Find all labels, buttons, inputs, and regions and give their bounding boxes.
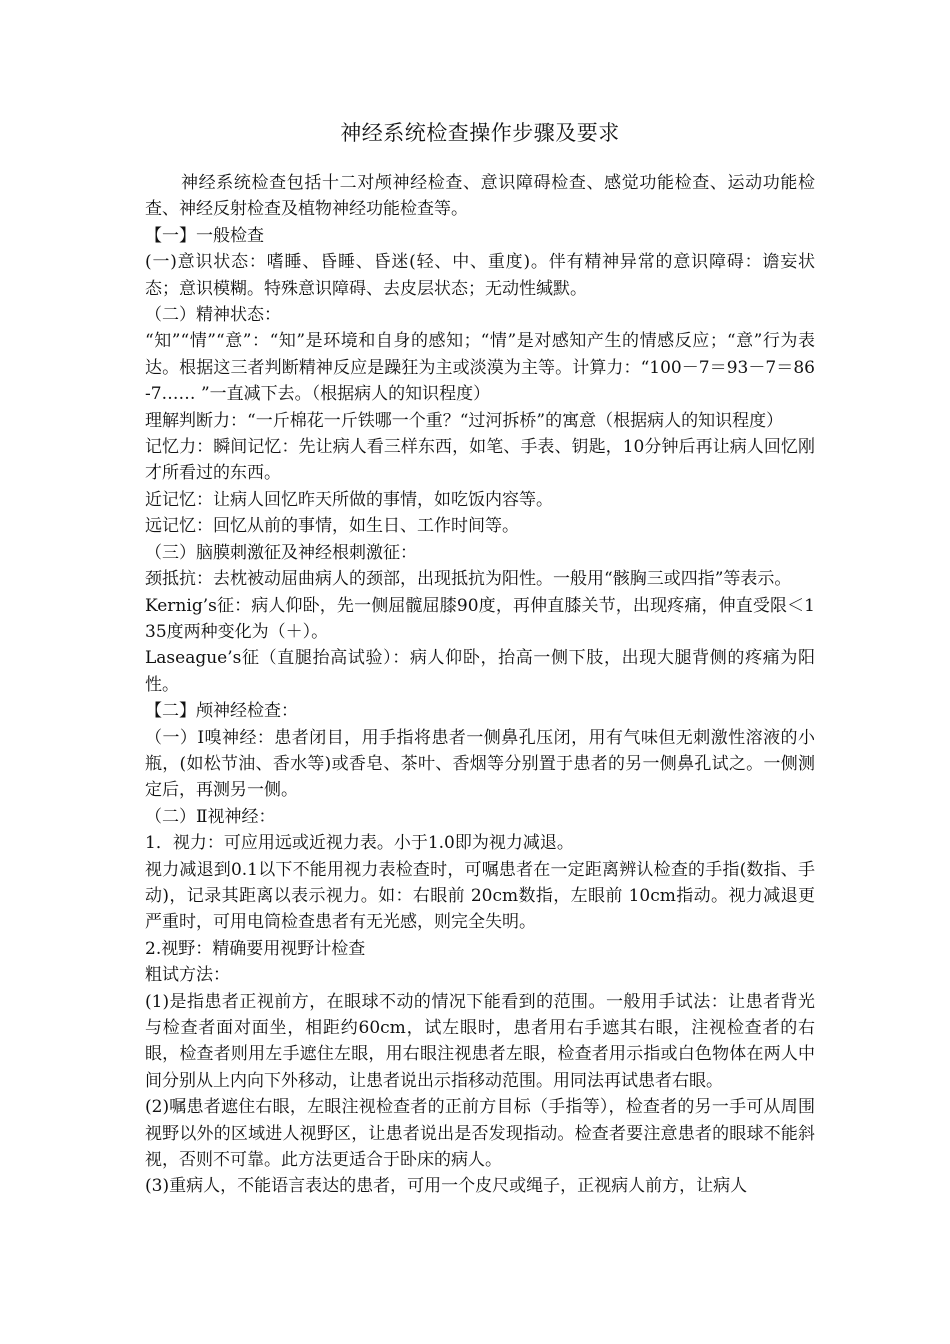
- paragraph-method-3: (3)重病人，不能语言表达的患者，可用一个皮尺或绳子，正视病人前方，让病人: [145, 1176, 748, 1197]
- document-title: 神经系统检查操作步骤及要求: [340, 121, 620, 145]
- paragraph-remote-memory: 远记忆：回忆从前的事情，如生日、工作时间等。: [145, 516, 519, 537]
- paragraph-visual-field: 2.视野：精确要用视野计检查: [145, 938, 366, 959]
- subheading-optic-nerve: （二）Ⅱ视神经：: [145, 806, 276, 827]
- paragraph-laseague-sign: Laseague’s征（直腿抬高试验）：病人仰卧，抬高一侧下肢，出现大腿背侧的疼痛为阳性。: [145, 648, 815, 695]
- section-heading-general-exam: 【一】一般检查: [145, 225, 264, 246]
- paragraph-memory: 记忆力：瞬间记忆：先让病人看三样东西，如笔、手表、钥匙，10分钟后再让病人回忆刚才所看过的东西。: [145, 437, 815, 484]
- subheading-mental-state: （二）精神状态：: [145, 305, 281, 326]
- paragraph-kernig-sign: Kernig’s征：病人仰卧，先一侧屈髋屈膝90度，再伸直膝关节，出现疼痛，伸直受限＜135度两种变化为（＋）。: [145, 595, 815, 642]
- section-heading-cranial-nerves: 【二】颅神经检查：: [145, 701, 298, 722]
- paragraph-rough-method: 粗试方法：: [145, 965, 230, 986]
- paragraph-vision-loss: 视力减退到0.1以下不能用视力表检查时，可嘱患者在一定距离辨认检查的手指(数指、手动)，记录其距离以表示视力。如：右眼前 20cm数指，左眼前 10cm指动。视力减退更严重时，可用电筒检查患者有无光感，则完全失明。: [145, 859, 815, 933]
- intro-paragraph: 神经系统检查包括十二对颅神经检查、意识障碍检查、感觉功能检查、运动功能检查、神经反射检查及植物神经功能检查等。: [145, 173, 815, 220]
- document-page: [145, 118, 815, 1200]
- paragraph-neck-stiffness: 颈抵抗：去枕被动屈曲病人的颈部，出现抵抗为阳性。一般用“骸胸三或四指”等表示。: [145, 569, 792, 590]
- paragraph-judgment: 理解判断力：“一斤棉花一斤铁哪一个重？“过河拆桥”的寓意（根据病人的知识程度）: [145, 410, 784, 431]
- paragraph-cognition: “知”“情”“意”：“知”是环境和自身的感知；“情”是对感知产生的情感反应；“意”行为表达。根据这三者判断精神反应是躁狂为主或淡漠为主等。计算力：“100－7＝93－7＝86-7…… ”一直减下去。（根据病人的知识程度）: [145, 331, 815, 405]
- paragraph-visual-acuity: 1．视力：可应用远或近视力表。小于1.0即为视力减退。: [145, 833, 574, 854]
- paragraph-olfactory-nerve: （一）Ⅰ嗅神经：患者闭目，用手指将患者一侧鼻孔压闭，用有气味但无刺激性溶液的小瓶，(如松节油、香水等)或香皂、茶叶、香烟等分别置于患者的另一侧鼻孔试之。一侧测定后，再测另一侧。: [145, 727, 815, 801]
- paragraph-consciousness: (一)意识状态：嗜睡、昏睡、昏迷(轻、中、重度)。伴有精神异常的意识障碍：谵妄状态；意识模糊。特殊意识障碍、去皮层状态；无动性缄默。: [145, 252, 815, 299]
- subheading-meningeal-signs: （三）脑膜刺激征及神经根刺激征：: [145, 542, 417, 563]
- paragraph-method-2: (2)嘱患者遮住右眼，左眼注视检查者的正前方目标（手指等），检查者的另一手可从周围视野以外的区域进人视野区，让患者说出是否发现指动。检查者要注意患者的眼球不能斜视，否则不可靠。此方法更适合于卧床的病人。: [145, 1097, 815, 1171]
- paragraph-recent-memory: 近记忆：让病人回忆昨天所做的事情，如吃饭内容等。: [145, 489, 553, 510]
- paragraph-method-1: (1)是指患者正视前方，在眼球不动的情况下能看到的范围。一般用手试法：让患者背光与检查者面对面坐，相距约60cm，试左眼时，患者用右手遮其右眼，注视检查者的右眼，检查者则用左手遮住左眼，用右眼注视患者左眼，检查者用示指或白色物体在两人中间分别从上内向下外移动，让患者说出示指移动范围。用同法再试患者右眼。: [145, 991, 815, 1091]
